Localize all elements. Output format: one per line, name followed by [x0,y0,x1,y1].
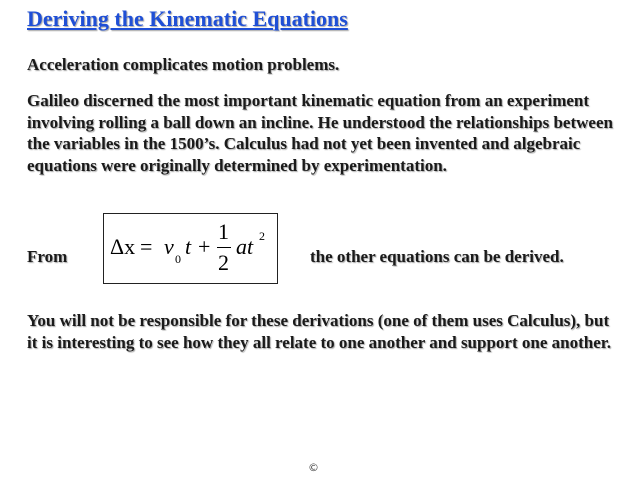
equation-v-subscript: 0 [175,252,181,266]
equation-exponent: 2 [259,229,265,243]
from-label: From [27,247,68,266]
equation-fraction-bar [217,247,231,248]
equation-t: t [185,234,192,259]
galileo-paragraph: Galileo discerned the most important kinematic equation from an experiment involving rolling a ball down an incline. He understood the relationships between the variables in the 1500’s. Calculus had not yet been invented and algebraic equations were originally determined by experimentation. [27,91,613,175]
kinematic-equation-box [103,213,278,284]
derived-text: the other equations can be derived. [310,247,564,266]
slide-title: Deriving the Kinematic Equations [27,6,348,31]
copyright-symbol: © [308,461,319,474]
equation-plus: + [198,234,211,259]
slide-subtitle: Acceleration complicates motion problems. [27,55,340,74]
equation-fraction-numerator: 1 [218,219,229,244]
equation-delta-x: Δx [110,234,136,259]
equation-v: v [164,234,174,259]
equation-at: at [236,234,254,259]
equation-equals: = [140,234,153,259]
equation-fraction-denominator: 2 [218,250,229,275]
conclusion-paragraph: You will not be responsible for these derivations (one of them uses Calculus), but it is interesting to see how they all relate to one another and support one another. [27,311,611,352]
